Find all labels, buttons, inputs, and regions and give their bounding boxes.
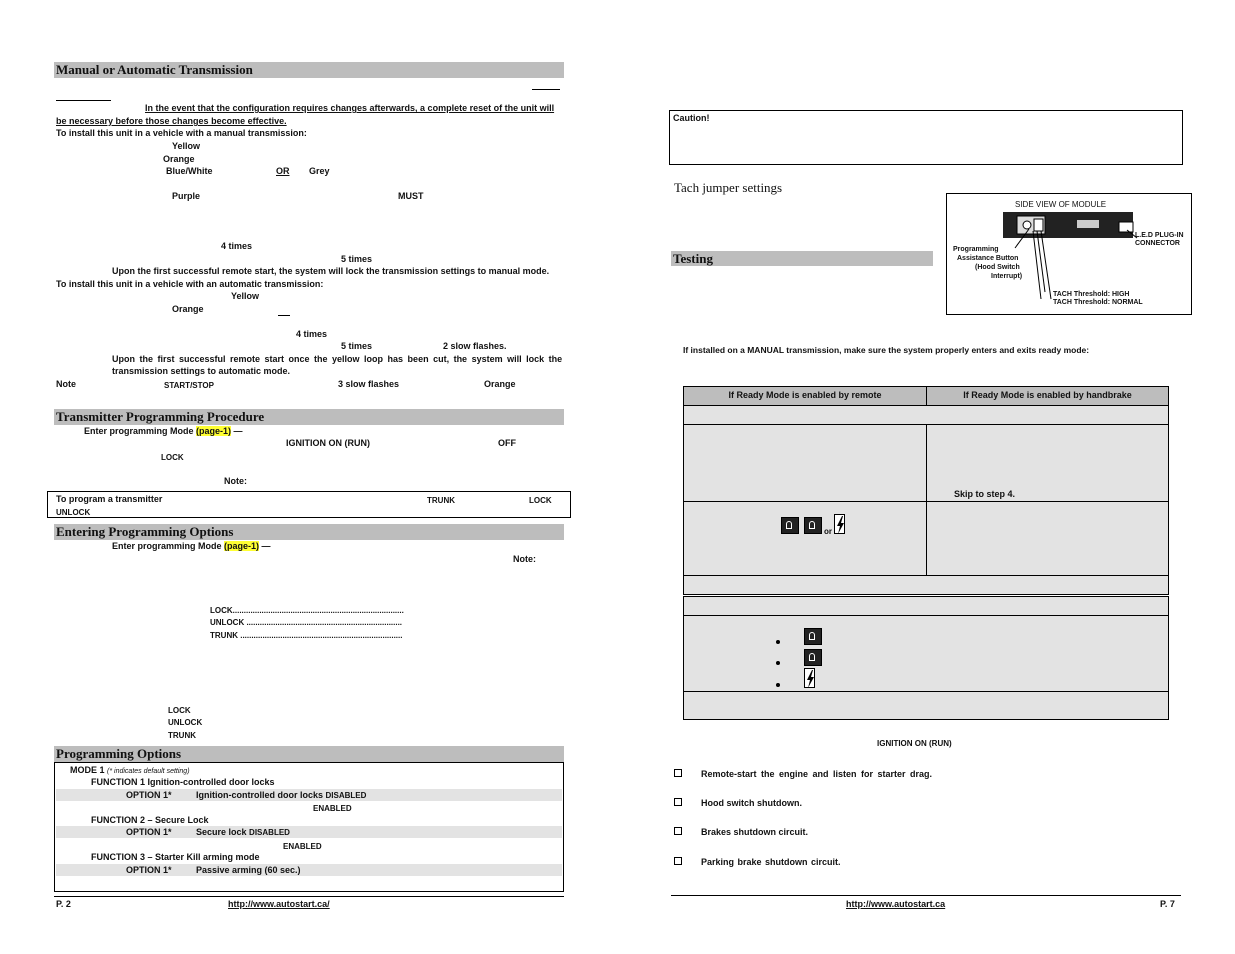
four-times: 4 times (221, 241, 253, 251)
function-2-option: OPTION 1* (126, 827, 172, 837)
checkbox-1[interactable] (674, 769, 682, 777)
ignition-on: IGNITION ON (RUN) (286, 438, 370, 448)
function-1-desc (196, 790, 366, 801)
tach-heading: Tach jumper settings (674, 180, 783, 195)
divider (532, 89, 560, 90)
table-cell-3a (683, 501, 927, 576)
section-title-programming-options: Programming Options (54, 746, 564, 762)
module-connector: CONNECTOR (1135, 240, 1180, 247)
five-times-2: 5 times (341, 341, 373, 351)
wire-purple: Purple (172, 191, 201, 201)
start-stop: START/STOP (164, 381, 214, 390)
footer-rule-left (54, 896, 564, 897)
trunk-text: TRUNK (427, 496, 455, 505)
three-slow-flashes: 3 slow flashes (338, 379, 400, 389)
wire-orange-2: Orange (172, 304, 204, 314)
four-times-2: 4 times (296, 329, 328, 339)
check-4-text: Parking brake shutdown circuit. (701, 857, 841, 867)
divider (278, 315, 290, 316)
lightning-icon-2 (804, 668, 815, 688)
lock-text-2: LOCK (529, 496, 552, 505)
enter-prog-mode: Enter programming Mode (page-1) — (84, 426, 243, 436)
unlock-text-3: UNLOCK (168, 718, 203, 727)
function-3-option: OPTION 1* (126, 865, 172, 875)
table-cell-3b (926, 501, 1169, 576)
bullet (776, 683, 780, 687)
trunk-dots: TRUNK ......................................................................... (210, 631, 403, 640)
check-2-text: Hood switch shutdown. (701, 798, 802, 808)
module-title: SIDE VIEW OF MODULE (1015, 200, 1107, 209)
lightning-icon (834, 514, 845, 534)
function-2-desc (196, 827, 290, 838)
wire-orange: Orange (163, 154, 195, 164)
tach-normal: TACH Threshold: NORMAL (1053, 299, 1143, 306)
manual-check: If installed on a MANUAL transmission, make sure the system properly enters and exits ready mode: (683, 345, 1090, 355)
function-1: FUNCTION 1 Ignition-controlled door locks (91, 777, 275, 787)
caution-box (669, 110, 1183, 165)
auto-intro: To install this unit in a vehicle with an automatic transmission: (56, 279, 324, 289)
wire-blue-white: Blue/White (166, 166, 213, 176)
page-number-right: P. 7 (1160, 899, 1175, 909)
footer-url-left[interactable]: http://www.autostart.ca/ (228, 899, 330, 909)
page-number-left: P. 2 (56, 899, 71, 909)
mode-1 (70, 765, 190, 777)
section-title-transmitter: Transmitter Programming Procedure (54, 409, 564, 425)
footer-url-right[interactable]: http://www.autostart.ca (846, 899, 946, 909)
auto-lock-note-2: transmission settings to automatic mode. (112, 366, 291, 376)
enabled-value-2: ENABLED (283, 842, 322, 851)
bullet (776, 640, 780, 644)
section-title-testing: Testing (671, 251, 933, 266)
checkbox-3[interactable] (674, 827, 682, 835)
function-1-desc-text: Ignition-controlled door locks (196, 790, 323, 800)
module-interrupt: Interrupt) (991, 273, 1023, 280)
table-row-4 (683, 575, 1169, 595)
table-header-handbrake: If Ready Mode is enabled by handbrake (926, 386, 1169, 406)
check-1-text: Remote-start the engine and listen for starter drag. (701, 769, 933, 779)
page1-link[interactable]: (page-1) (196, 426, 232, 436)
table-row-5 (683, 596, 1169, 616)
skip-step: Skip to step 4. (954, 489, 1016, 499)
tach-high: TACH Threshold: HIGH (1053, 291, 1130, 298)
function-3-desc: Passive arming (60 sec.) (196, 865, 301, 875)
page1-link-2[interactable]: (page-1) (224, 541, 260, 551)
disabled-value-2: DISABLED (249, 828, 290, 837)
section-title-transmission: Manual or Automatic Transmission (54, 62, 564, 78)
or-text-icons: or (824, 527, 832, 536)
manual-intro: To install this unit in a vehicle with a manual transmission: (56, 128, 307, 138)
wire-yellow-2: Yellow (231, 291, 260, 301)
disabled-value: DISABLED (325, 791, 367, 800)
or-text: OR (276, 166, 290, 176)
note-label: Note (56, 379, 76, 389)
five-times: 5 times (341, 254, 373, 264)
table-row-7 (683, 691, 1169, 720)
unlock-icon (804, 517, 822, 534)
checkbox-4[interactable] (674, 857, 682, 865)
module-diagram (946, 193, 1192, 315)
lock-icon-2 (804, 628, 822, 645)
note-label-2: Note: (224, 476, 247, 486)
trunk-text-3: TRUNK (168, 731, 196, 740)
divider (56, 100, 111, 101)
module-led: L.E.D PLUG-IN (1135, 232, 1184, 239)
lock-icon (781, 517, 799, 534)
module-assist: Assistance Button (957, 255, 1019, 262)
ignition-on-right: IGNITION ON (RUN) (877, 739, 952, 748)
table-row-1 (683, 405, 1169, 425)
caution-label: Caution! (673, 113, 710, 123)
reset-note-2: be necessary before those changes become effective. (56, 116, 287, 126)
mode-1-label: MODE 1 (70, 765, 105, 775)
checkbox-2[interactable] (674, 798, 682, 806)
unlock-text: UNLOCK (56, 508, 91, 517)
note-label-3: Note: (513, 554, 536, 564)
lock-text-3: LOCK (168, 706, 191, 715)
off-text: OFF (498, 438, 516, 448)
manual-lock-note: Upon the first successful remote start, the system will lock the transmission settings to manual mode. (112, 266, 550, 276)
enter-prog-mode-2: Enter programming Mode (page-1) — (112, 541, 271, 551)
bullet (776, 661, 780, 665)
must-text: MUST (398, 191, 424, 201)
auto-lock-note: Upon the first successful remote start once the yellow loop has been cut, the system will lock the (112, 354, 563, 364)
module-prog: Programming (953, 246, 999, 253)
footer-rule-right (671, 895, 1181, 896)
section-title-entering-options: Entering Programming Options (54, 524, 564, 540)
lock-text: LOCK (161, 453, 184, 462)
module-hood: (Hood Switch (975, 264, 1020, 271)
unlock-icon-2 (804, 649, 822, 666)
table-row-6 (683, 615, 1169, 692)
enter-prog-text-2: Enter programming Mode (112, 541, 222, 551)
function-2-desc-text: Secure lock (196, 827, 247, 837)
unlock-dots: UNLOCK ...................................................................... (210, 618, 403, 627)
table-header-remote: If Ready Mode is enabled by remote (683, 386, 927, 406)
function-3: FUNCTION 3 – Starter Kill arming mode (91, 852, 260, 862)
default-note: (* indicates default setting) (107, 768, 190, 775)
to-program-text: To program a transmitter (56, 494, 163, 504)
function-2: FUNCTION 2 – Secure Lock (91, 815, 209, 825)
enter-prog-text: Enter programming Mode (84, 426, 194, 436)
enabled-value: ENABLED (313, 804, 352, 813)
lock-dots: LOCK............................................................................. (210, 606, 404, 615)
wire-orange-3: Orange (484, 379, 516, 389)
check-3-text: Brakes shutdown circuit. (701, 827, 809, 837)
wire-yellow: Yellow (172, 141, 201, 151)
two-slow-flashes: 2 slow flashes. (443, 341, 507, 351)
function-1-option: OPTION 1* (126, 790, 172, 800)
wire-grey: Grey (309, 166, 330, 176)
reset-note: In the event that the configuration requires changes afterwards, a complete reset of the unit will (145, 103, 555, 113)
table-cell-2a (683, 424, 927, 502)
